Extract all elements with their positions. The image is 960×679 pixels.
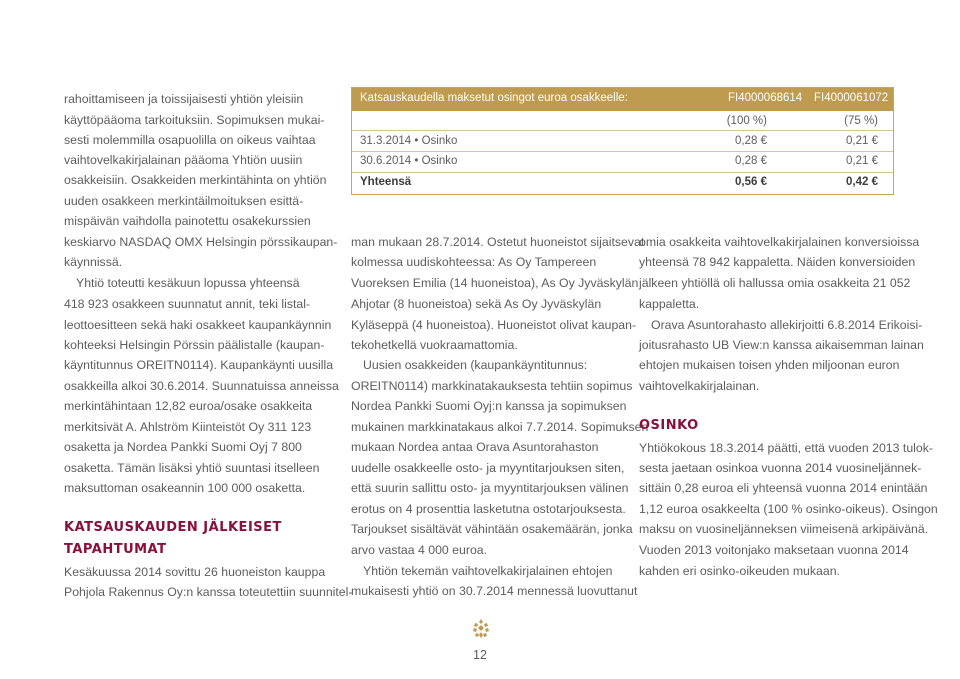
text-line: mukaan Nordea antaa Orava Asuntorahaston [351,440,599,454]
text-line: Yhtiökokous 18.3.2014 päätti, että vuoden 2013 tulok- [639,441,933,455]
text-line: osaketta. Tämän lisäksi yhtiö suuntasi itselleen [64,461,320,475]
text-line: tekohetkellä vuokraamattomia. [351,338,518,352]
text-line: käynnissä. [64,255,123,269]
text-line: Orava Asuntorahasto allekirjoitti 6.8.2014 Erikoisi- [651,318,923,332]
text-line: Ahjotar (8 huoneistoa) sekä As Oy Jyväskylän [351,297,602,311]
text-line: Vuoden 2013 voitonjako maksetaan vuonna 2014 [639,543,909,557]
text-line: osakkeilla alkoi 30.6.2014. Suunnatuissa anneissa [64,379,339,393]
text-line: Yhtiön tekemän vaihtovelkakirjalainen ehtojen [363,564,613,578]
text-line: merkitsivät A. Ahlström Kiinteistöt Oy 311 123 [64,420,312,434]
text-line: kahden eri osinko-oikeuden mukaan. [639,564,840,578]
text-line: yhteensä 78 942 kappaletta. Näiden konversioiden [639,255,916,269]
text-line: Uusien osakkeiden (kaupankäyntitunnus: [363,358,588,372]
table-header-col1: FI4000068614 [728,92,803,104]
text-line: uuden osakkeen merkintäilmoituksen esittä- [64,194,304,208]
table-row-value: 0,21 € [846,155,878,167]
text-line: mispäivän vaihdolla painotettu osakekurssien [64,214,311,228]
table-row-label: 31.3.2014 • Osinko [360,135,458,147]
pinecone-logo-icon [471,619,491,641]
text-line: mukainen markkinatakaus alkoi 7.7.2014. Sopimuksen [351,420,649,434]
table-total-label: Yhteensä [360,176,412,188]
table-subheader-col1: (100 %) [726,115,767,127]
text-line: joitusrahasto UB View:n kanssa aikaisemman lainan [639,338,924,352]
page-number: 12 [473,648,487,662]
text-line: 1,12 euroa osakkeelta (100 % osinko-oikeus). Osingon [639,502,938,516]
table-row-value: 0,28 € [735,155,767,167]
text-line: vaihtovelkakirjalainan. [639,379,760,393]
text-line: että suurin sallittu osto- ja myyntitarjouksen välinen [351,481,629,495]
text-line: sesti molemmilla osapuolilla on oikeus vaihtaa [64,133,316,147]
text-line: osaketta ja Nordea Pankki Suomi Oyj 7 800 [64,440,302,454]
text-line: rahoittamiseen ja toissijaisesti yhtiön yleisiin [64,92,304,106]
text-line: keskiarvo NASDAQ OMX Helsingin pörssikaupan- [64,235,338,249]
text-line: 418 923 osakkeen suunnatut annit, teki listal- [64,297,311,311]
text-line: OREITN0114) markkinatakauksesta tehtiin sopimus [351,379,633,393]
text-line: uudelle osakkeelle osto- ja myyntitarjouksen siten, [351,461,625,475]
text-line: käyntitunnus OREITN0114). Kaupankäynti uusilla [64,358,334,372]
text-line: jälkeen yhtiöllä oli hallussa omia osakkeita 21 052 [639,276,911,290]
text-line: leottoesitteen sekä haki osakkeet kaupankäynnin [64,318,332,332]
text-line: omia osakkeita vaihtovelkakirjalainen konversioissa [639,235,920,249]
column-middle [351,0,649,679]
table-total-value: 0,42 € [846,176,878,188]
table-header-col2: FI4000061072 [814,92,889,104]
text-line: kappaletta. [639,297,700,311]
text-line: Tarjoukset sisältävät vähintään osakemäärän, jonka [351,522,633,536]
text-line: kohteeksi Helsingin Pörssin päälistalle (kaupan- [64,338,325,352]
table-header-label: Katsauskaudella maksetut osingot euroa osakkeelle: [360,92,628,104]
text-line: sittäin 0,28 euroa eli yhteensä vuonna 2014 enintään [639,481,928,495]
text-line: ehtojen mukaisen toisen yhden miljoonan euron [639,358,900,372]
text-line: sesta jaetaan osinkoa vuonna 2014 vuosineljännek- [639,461,922,475]
text-line: osakkeisiin. Osakkeiden merkintähinta on yhtiön [64,173,327,187]
table-row-value: 0,28 € [735,135,767,147]
text-line: Pohjola Rakennus Oy:n kanssa toteutettiin suunnitel- [64,585,353,599]
table-total-value: 0,56 € [735,176,767,188]
text-line: Yhtiö toteutti kesäkuun lopussa yhteensä [76,276,300,290]
section-heading-osinko: OSINKO [639,418,699,433]
text-line: maksu on vuosineljänneksen viimeisenä arkipäivänä. [639,522,929,536]
table-row-label: 30.6.2014 • Osinko [360,155,458,167]
text-line: käyttöpääoma tarkoituksiin. Sopimuksen mukai- [64,113,325,127]
text-line: vaihtovelkakirjalainan pääoma Yhtiön uusiin [64,153,303,167]
section-heading: KATSAUSKAUDEN JÄLKEISET [64,520,282,535]
text-line: Kyläseppä (4 huoneistoa). Huoneistot olivat kaupan- [351,318,637,332]
text-line: man mukaan 28.7.2014. Ostetut huoneistot sijaitsevat [351,235,645,249]
text-line: maksuttoman osakeannin 100 000 osaketta. [64,481,306,495]
column-right [639,0,938,679]
text-line: Kesäkuussa 2014 sovittu 26 huoneiston kauppa [64,565,326,579]
text-line: arvo vastaa 4 000 euroa. [351,543,488,557]
column-left [64,0,353,679]
text-line: merkintähintaan 12,82 euroa/osake osakkeita [64,399,313,413]
text-line: kolmessa uudiskohteessa: As Oy Tampereen [351,255,597,269]
text-line: mukaisesti yhtiö on 30.7.2014 mennessä luovuttanut [351,584,638,598]
text-line: Nordea Pankki Suomi Oyj:n kanssa ja sopimuksen [351,399,627,413]
table-row-value: 0,21 € [846,135,878,147]
text-line: erotus on 4 prosenttia lasketutna ostotarjouksesta. [351,502,626,516]
text-line: Vuoreksen Emilia (14 huoneistoa), As Oy Jyväskylän [351,276,639,290]
table-subheader-col2: (75 %) [844,115,878,127]
section-heading: TAPAHTUMAT [64,542,167,557]
